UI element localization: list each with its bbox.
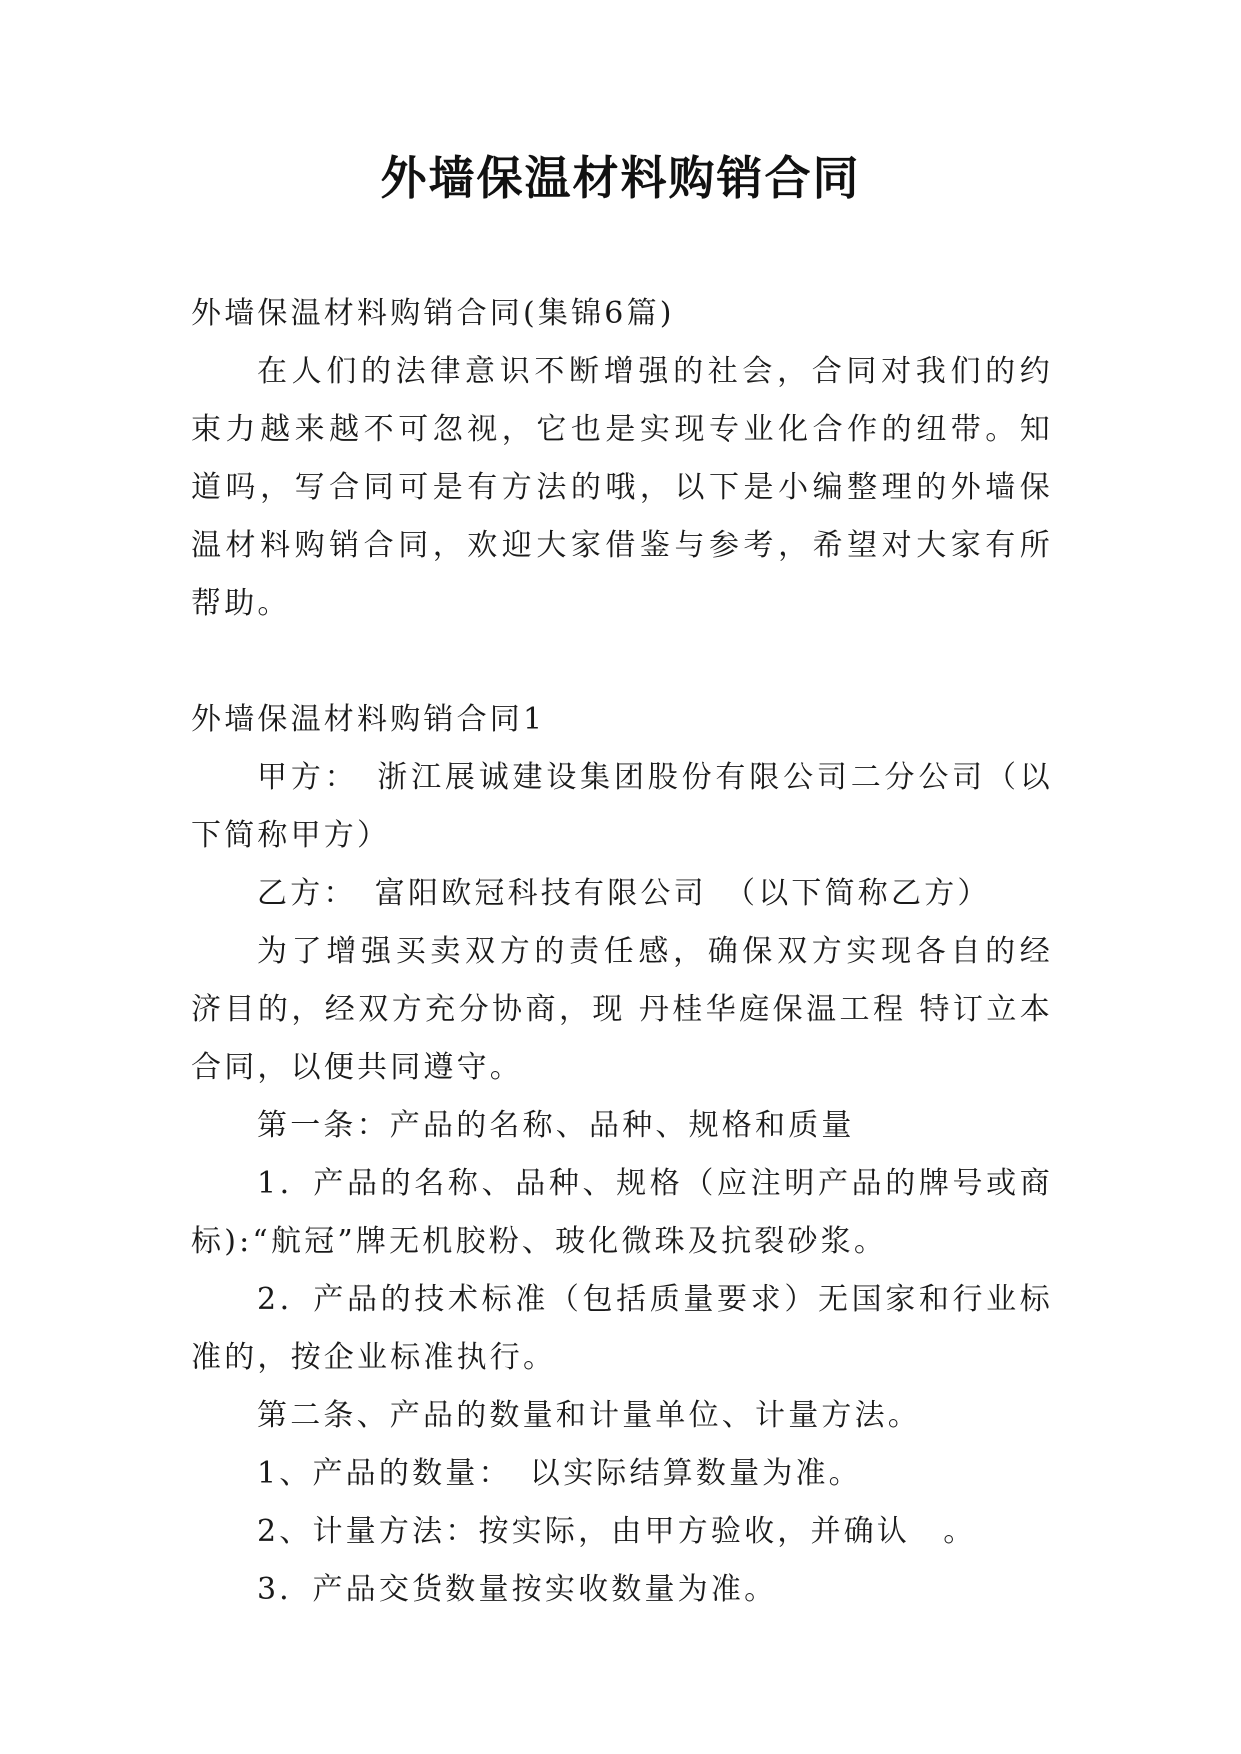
article-2-item-3: 3．产品交货数量按实收数量为准。 — [257, 1572, 778, 1607]
party-b-paragraph: 乙方： 富阳欧冠科技有限公司 （以下简称乙方） — [257, 876, 991, 911]
intro-paragraph: 在人们的法律意识不断增强的社会，合同对我们的约束力越来越不可忽视，它也是实现专业化合作的纽带。知道吗，写合同可是有方法的哦，以下是小编整理的外墙保温材料购销合同，欢迎大家借鉴与参考，希望对大家有所帮助。 — [191, 354, 1053, 621]
document-body — [191, 285, 1053, 1619]
purpose-paragraph: 为了增强买卖双方的责任感，确保双方实现各自的经济目的，经双方充分协商，现 丹桂华庭保温工程 特订立本合同，以便共同遵守。 — [191, 934, 1053, 1085]
article-1-heading: 第一条：产品的名称、品种、规格和质量 — [257, 1108, 855, 1143]
section-heading: 外墙保温材料购销合同1 — [191, 702, 546, 737]
article-2-item-2: 2、计量方法：按实际，由甲方验收，并确认 。 — [257, 1514, 977, 1549]
paragraph-gap — [191, 633, 1053, 691]
document-subtitle: 外墙保温材料购销合同(集锦6篇) — [191, 296, 675, 331]
article-2-heading: 第二条、产品的数量和计量单位、计量方法。 — [257, 1398, 921, 1433]
document-title: 外墙保温材料购销合同 — [380, 151, 861, 205]
article-2-item-1: 1、产品的数量： 以实际结算数量为准。 — [257, 1456, 862, 1491]
article-1-item-1: 1．产品的名称、品种、规格（应注明产品的牌号或商标):“航冠”牌无机胶粉、玻化微珠及抗裂砂浆。 — [191, 1166, 1053, 1259]
article-1-item-2: 2．产品的技术标准（包括质量要求）无国家和行业标准的，按企业标准执行。 — [191, 1282, 1053, 1375]
party-a-paragraph: 甲方： 浙江展诚建设集团股份有限公司二分公司（以下简称甲方） — [191, 760, 1053, 853]
